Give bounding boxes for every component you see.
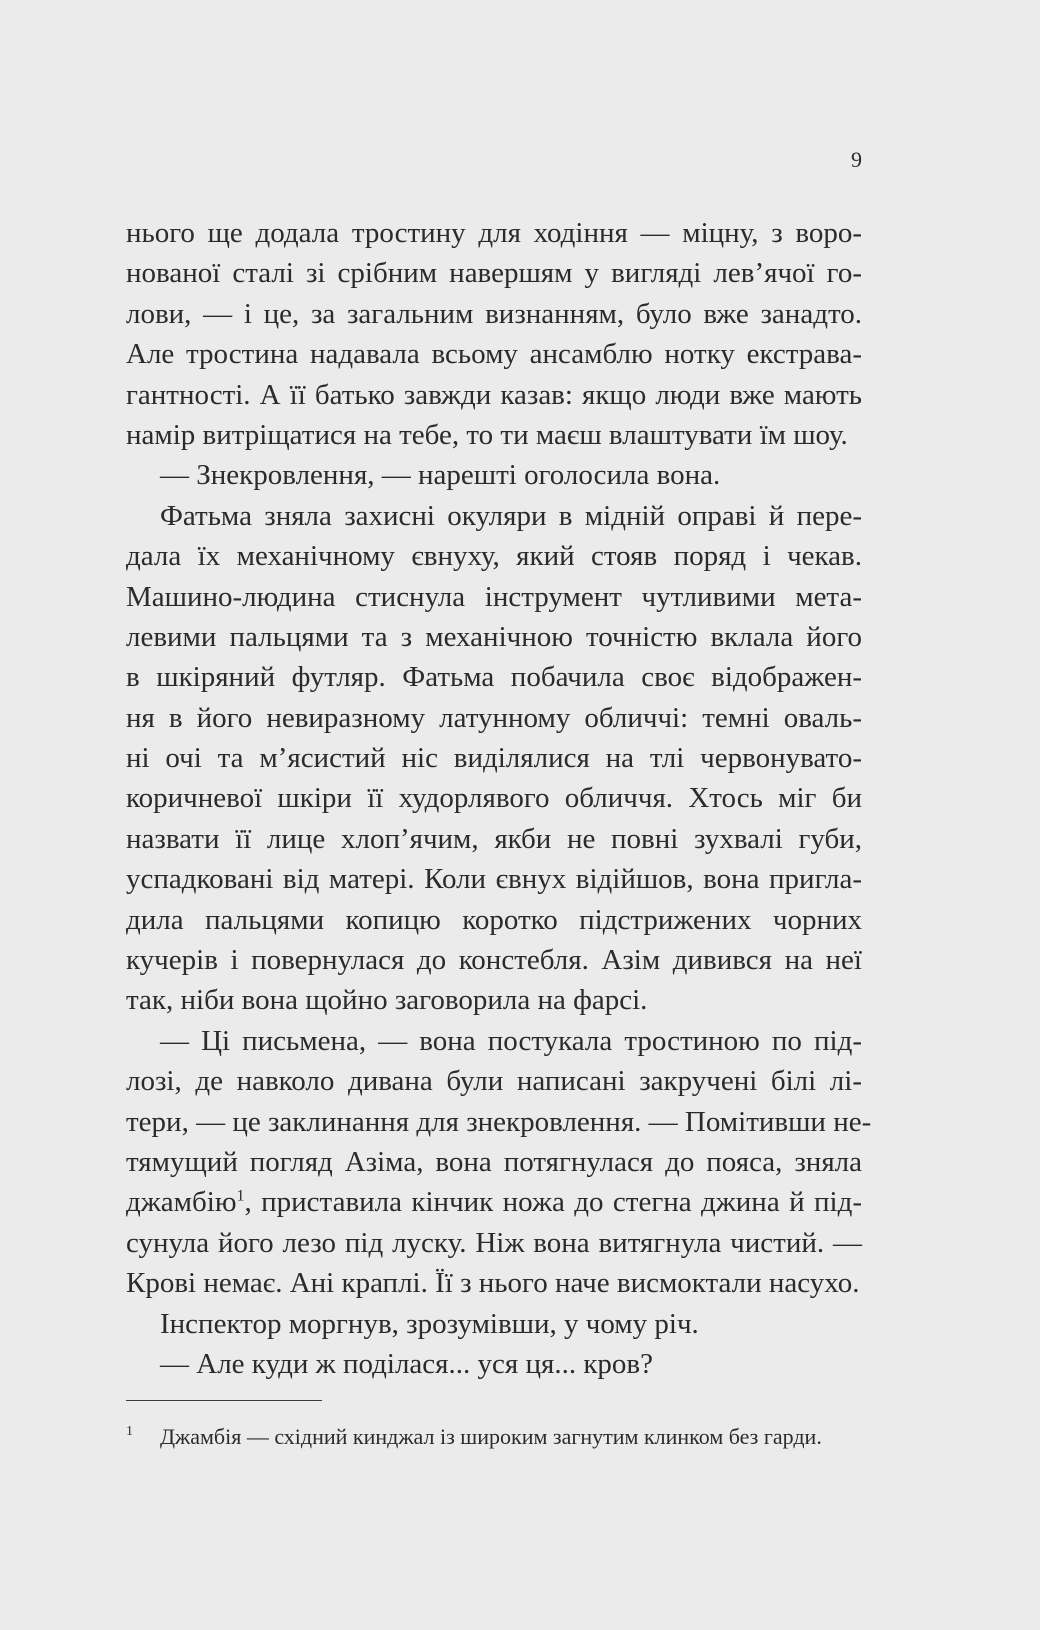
footnote-reference[interactable]: 1 bbox=[236, 1187, 245, 1205]
text-line: нього ще додала тростину для ходіння — міцну, з воро- bbox=[126, 217, 862, 249]
text-line: — Але куди ж поділася... уся ця... кров? bbox=[160, 1347, 653, 1380]
text-line: ні очі та м’ясистий ніс виділялися на тлі червонувато- bbox=[126, 742, 862, 775]
text-line: лозі, де навколо дивана були написані закручені білі лі- bbox=[126, 1065, 862, 1098]
text-line-part: , приставила кінчик ножа до стегна джина й під- bbox=[244, 1186, 862, 1219]
text-line: в шкіряний футляр. Фатьма побачила своє відображен- bbox=[126, 661, 862, 694]
footnote-divider bbox=[126, 1400, 322, 1401]
text-line: лови, — і це, за загальним визнанням, було вже занадто. bbox=[126, 297, 862, 330]
text-line bbox=[126, 1182, 862, 1222]
text-line: намір витріщатися на тебе, то ти маєш влаштувати їм шоу. bbox=[126, 418, 848, 451]
text-line: коричневої шкіри її худорлявого обличчя. Хтось міг би bbox=[126, 782, 862, 815]
text-line: назвати її лице хлоп’ячим, якби не повні зухвалі губи, bbox=[126, 822, 862, 855]
text-line: дила пальцями копицю коротко підстрижених чорних bbox=[126, 903, 862, 936]
text-line: нованої сталі зі срібним навершям у вигляді лев’ячої го- bbox=[126, 257, 862, 290]
page-number: 9 bbox=[851, 147, 862, 172]
text-line: Машино-людина стиснула інструмент чутливими мета- bbox=[126, 580, 862, 613]
text-line: левими пальцями та з механічною точністю вклала його bbox=[126, 620, 862, 653]
text-line: — Знекровлення, — нарешті оголосила вона. bbox=[160, 459, 721, 492]
text-line: кучерів і повернулася до констебля. Азім дивився на неї bbox=[126, 944, 862, 977]
footnote-text: Джамбія — східний кинджал із широким загнутим клинком без гарди. bbox=[160, 1424, 822, 1449]
footnote-marker: 1 bbox=[126, 1424, 133, 1439]
text-line: Крові немає. Ані краплі. Її з нього наче висмоктали насухо. bbox=[126, 1267, 860, 1300]
text-line: Фатьма зняла захисні окуляри в мідній оправі й пере- bbox=[160, 499, 862, 532]
text-line: Але тростина надавала всьому ансамблю нотку екстрава- bbox=[126, 338, 862, 371]
text-line-part: джамбію bbox=[126, 1186, 237, 1219]
text-line: Інспектор моргнув, зрозумівши, у чому річ. bbox=[160, 1307, 699, 1340]
body-text bbox=[126, 213, 872, 1384]
text-line: успадковані від матері. Коли євнух відійшов, вона пригла- bbox=[126, 863, 862, 896]
text-line: дала їх механічному євнуху, який стояв поряд і чекав. bbox=[126, 540, 862, 573]
text-line: — Ці письмена, — вона постукала тростиною по під- bbox=[160, 1024, 862, 1057]
text-line: ня в його невиразному латунному обличчі: темні оваль- bbox=[126, 701, 862, 734]
text-line: сунула його лезо під луску. Ніж вона витягнула чистий. — bbox=[126, 1226, 862, 1259]
text-line: тери, — це заклинання для знекровлення. — Помітивши не- bbox=[126, 1105, 872, 1138]
footnote bbox=[126, 1422, 866, 1452]
text-line: так, ніби вона щойно заговорила на фарсі. bbox=[126, 984, 648, 1017]
text-line: гантності. А її батько завжди казав: якщо люди вже мають bbox=[126, 378, 862, 411]
text-line: тямущий погляд Азіма, вона потягнулася до пояса, зняла bbox=[126, 1145, 862, 1178]
